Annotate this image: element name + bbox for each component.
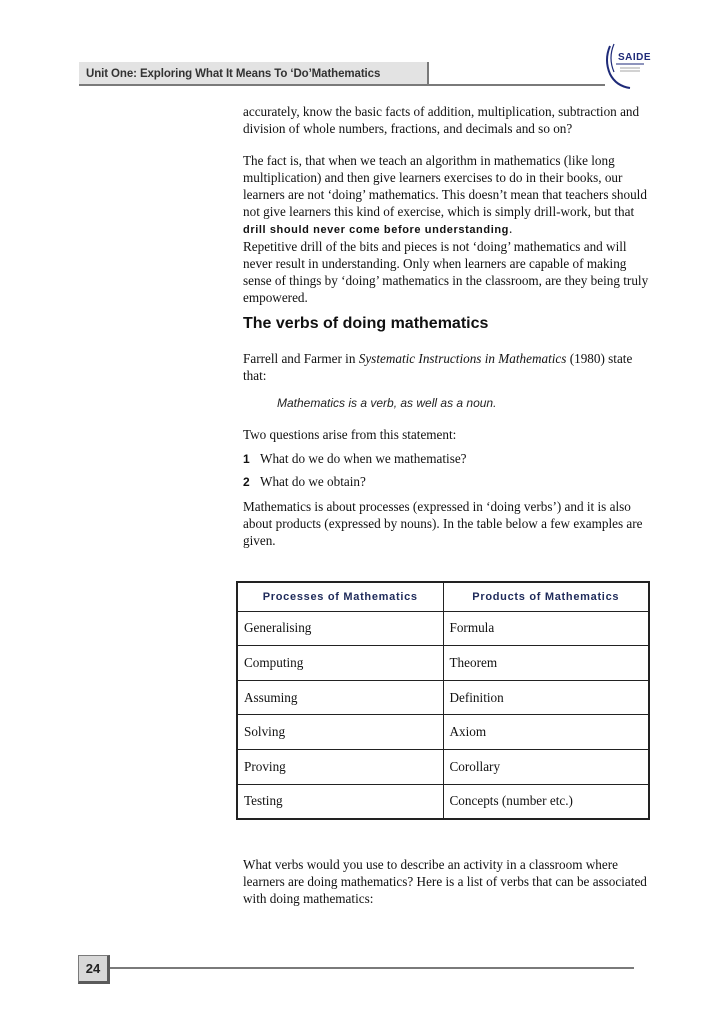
page-number: 24: [78, 955, 110, 984]
paragraph-processes-products: Mathematics is about processes (expressed in ‘doing verbs’) and it is also about products (expressed by nouns). In the table below a few examples are given.: [243, 499, 643, 548]
table-header-row: [238, 583, 648, 611]
table-cell: Corollary: [443, 750, 648, 785]
table-cell: Formula: [443, 611, 648, 646]
paragraph-text: .: [509, 221, 513, 236]
list-number: 1: [243, 452, 250, 466]
list-number: 2: [243, 475, 250, 489]
paragraph-text: The fact is, that when we teach an algorithm in mathematics (like long multiplication) and then give learners exercises to do in their books, our learners are not ‘doing’ mathematics. This doesn’t mean that teachers should not give learners this kind of exercise, which is simply drill-work, but that: [243, 153, 647, 219]
unit-title: Unit One: Exploring What It Means To ‘Do’Mathematics: [86, 68, 381, 80]
paragraph-verbs-question: What verbs would you use to describe an activity in a classroom where learners are doing mathematics? Here is a list of verbs that can be associated with doing mathematics:: [243, 857, 647, 906]
table-cell: Theorem: [443, 646, 648, 681]
list-item: [243, 451, 467, 467]
table-cell: Assuming: [238, 680, 443, 715]
table-row: [238, 715, 648, 750]
emphasis-text: drill should never come before understanding: [243, 224, 509, 236]
paragraph-algorithm: [243, 152, 653, 239]
paragraph-repetitive-drill: Repetitive drill of the bits and pieces is not ‘doing’ mathematics and will never result in understanding. Only when learners are capable of making sense of things by ‘doing’ mathematics in the classroom, are they being truly empowered.: [243, 239, 649, 305]
table-cell: Concepts (number etc.): [449, 793, 573, 809]
table-row: [238, 680, 648, 715]
table-cell: Definition: [443, 680, 648, 715]
list-item: [243, 474, 366, 490]
list-text: What do we do when we mathematise?: [260, 451, 467, 466]
footer-rule: [110, 967, 634, 969]
paragraph-questions-intro: Two questions arise from this statement:: [243, 427, 457, 442]
paragraph-continuation: accurately, know the basic facts of addition, multiplication, subtraction and division of whole numbers, fractions, and decimals and so on?: [243, 104, 640, 136]
table-row: [238, 784, 648, 818]
table-cell: Solving: [238, 715, 443, 750]
book-title: Systematic Instructions in Mathematics: [358, 351, 567, 366]
table-row: [238, 750, 648, 785]
table-cell: Proving: [238, 750, 443, 785]
table-cell: Computing: [238, 646, 443, 681]
paragraph-text: (1980) state that:: [243, 351, 633, 383]
table-cell: Generalising: [238, 611, 443, 646]
processes-products-table: [236, 581, 650, 820]
header-rule: [429, 84, 605, 86]
table-cell: Axiom: [443, 715, 648, 750]
table-row: [238, 611, 648, 646]
section-heading: The verbs of doing mathematics: [243, 315, 489, 332]
column-header-products: Products of Mathematics: [443, 583, 648, 611]
logo-text: SAIDE: [618, 52, 652, 63]
quote: Mathematics is a verb, as well as a noun.: [277, 396, 497, 410]
column-header-processes: Processes of Mathematics: [238, 583, 443, 611]
paragraph-citation: [243, 350, 653, 384]
saide-logo-icon: [600, 40, 646, 90]
list-text: What do we obtain?: [260, 474, 366, 489]
table-row: [238, 646, 648, 681]
paragraph-text: Farrell and Farmer in: [243, 351, 359, 366]
table-cell: Testing: [238, 784, 443, 818]
